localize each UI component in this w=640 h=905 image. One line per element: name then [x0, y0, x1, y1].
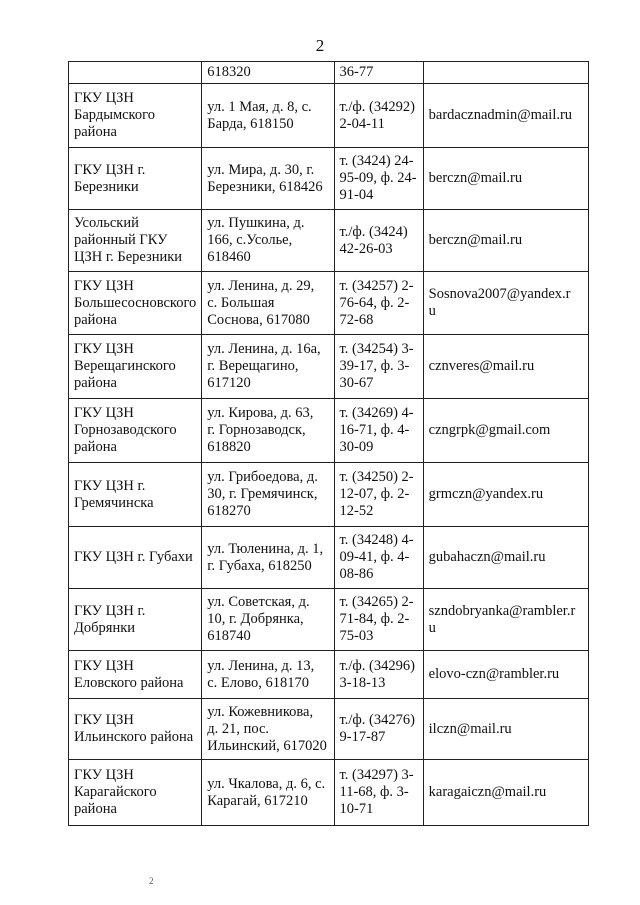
address-cell [202, 84, 334, 148]
address-line: г. Губаха, 618250 [207, 557, 312, 574]
phone-cell [334, 589, 423, 651]
center-name-line: Еловского района [74, 674, 184, 691]
phone-cell [334, 84, 423, 148]
address-line: ул. Ленина, д. 16а, [207, 341, 321, 357]
center-name-line: ГКУ ЦЗН [74, 767, 134, 783]
address-cell [202, 699, 334, 760]
address-line: Ильинский, 617020 [207, 737, 327, 754]
phone-line: т./ф. (3424) [339, 223, 408, 240]
email-cell [423, 589, 588, 651]
address-line: ул. Кирова, д. 63, [207, 405, 314, 421]
center-name-cell [69, 527, 202, 589]
address-cell [202, 272, 334, 335]
address-cell [202, 651, 334, 699]
page-number: 2 [315, 36, 325, 55]
email-line: u [428, 619, 436, 636]
email-line: szndobryanka@rambler.r [428, 602, 576, 619]
center-name-cell [69, 463, 202, 527]
email-line: berczn@mail.ru [428, 232, 523, 248]
table-row [69, 62, 589, 84]
center-name-line: ГКУ ЦЗН г. [74, 602, 146, 619]
table-row [69, 210, 589, 272]
phone-cell [334, 335, 423, 399]
email-cell [423, 335, 588, 399]
phone-line: т. (34297) 3- [339, 767, 414, 783]
phone-cell [334, 148, 423, 210]
email-cell [423, 760, 588, 826]
center-name-line: района [74, 124, 117, 140]
phone-line: 30-67 [339, 375, 374, 391]
phone-line: 10-71 [339, 801, 374, 817]
phone-line: 12-52 [339, 503, 374, 519]
phone-line: т. (3424) 24- [339, 153, 414, 169]
table-row [69, 760, 589, 826]
center-name-line: Верещагинского [74, 358, 176, 374]
center-name-cell [69, 84, 202, 148]
center-name-cell [69, 651, 202, 699]
address-line: 618270 [207, 503, 251, 519]
phone-line: т. (34265) 2- [339, 594, 414, 610]
phone-line: 42-26-03 [339, 240, 393, 257]
center-name-cell [69, 760, 202, 826]
address-line: 10, г. Добрянка, [207, 611, 304, 627]
email-cell [423, 84, 588, 148]
center-name-cell [69, 148, 202, 210]
email-cell [423, 527, 588, 589]
center-name-line: ГКУ ЦЗН г. [74, 161, 146, 178]
address-line: ул. Кожевникова, [207, 703, 314, 720]
phone-line: 36-77 [339, 64, 374, 80]
address-line: ул. Мира, д. 30, г. [207, 161, 315, 178]
center-name-line: ГКУ ЦЗН г. Губахи [74, 549, 193, 565]
address-cell [202, 62, 334, 84]
address-line: Соснова, 617080 [207, 311, 310, 328]
phone-line: т. (34254) 3- [339, 341, 414, 357]
address-line: д. 21, пос. [207, 720, 270, 737]
email-cell [423, 699, 588, 760]
center-name-line: Большесосновского [74, 294, 197, 311]
phone-line: 76-64, ф. 2- [339, 294, 410, 311]
center-name-cell [69, 399, 202, 463]
center-name-line: района [74, 801, 117, 817]
phone-line: т./ф. (34276) [339, 712, 415, 728]
table-row [69, 399, 589, 463]
phone-line: 75-03 [339, 628, 374, 644]
email-cell [423, 651, 588, 699]
address-line: 617120 [207, 375, 251, 391]
address-cell [202, 527, 334, 589]
email-line: czngrpk@gmail.com [428, 422, 551, 438]
phone-line: 9-17-87 [339, 729, 386, 745]
phone-cell [334, 399, 423, 463]
address-line: г. Верещагино, [207, 358, 299, 374]
phone-line: 39-17, ф. 3- [339, 358, 410, 374]
phone-line: 08-86 [339, 566, 374, 582]
email-line: elovo-czn@rambler.ru [428, 666, 560, 682]
phone-cell [334, 699, 423, 760]
phone-line: 16-71, ф. 4- [339, 422, 410, 438]
table-row [69, 699, 589, 760]
email-cell [423, 148, 588, 210]
center-name-cell [69, 335, 202, 399]
address-line: с. Большая [207, 294, 275, 311]
center-name-cell [69, 210, 202, 272]
email-cell [423, 272, 588, 335]
table-row [69, 84, 589, 148]
table-row [69, 148, 589, 210]
center-name-line: районный ГКУ [74, 232, 168, 248]
table-body [69, 62, 589, 826]
phone-line: 91-04 [339, 187, 374, 203]
email-cell [423, 463, 588, 527]
table-row [69, 527, 589, 589]
phone-line: 2-04-11 [339, 115, 385, 132]
phone-line: т. (34248) 4- [339, 532, 414, 548]
email-cell [423, 399, 588, 463]
email-line: berczn@mail.ru [428, 170, 523, 186]
center-name-line: Гремячинска [74, 494, 154, 511]
table-row [69, 335, 589, 399]
address-line: Карагай, 617210 [207, 792, 308, 809]
phone-cell [334, 760, 423, 826]
address-line: 166, с.Усолье, [207, 232, 293, 248]
center-name-line: ГКУ ЦЗН [74, 90, 134, 106]
center-name-line: ГКУ ЦЗН [74, 277, 134, 294]
center-name-line: ГКУ ЦЗН [74, 405, 134, 421]
center-name-cell [69, 272, 202, 335]
address-cell [202, 589, 334, 651]
address-line: 618320 [207, 64, 251, 80]
address-line: ул. Грибоедова, д. [207, 469, 318, 485]
email-line: cznveres@mail.ru [428, 358, 535, 374]
address-line: ул. Чкалова, д. 6, с. [207, 775, 326, 792]
email-line: ilczn@mail.ru [428, 720, 512, 737]
address-line: 30, г. Гремячинск, [207, 486, 318, 502]
table-row [69, 589, 589, 651]
email-cell [423, 210, 588, 272]
address-line: Березники, 618426 [207, 178, 323, 195]
center-name-line: Карагайского [74, 784, 157, 800]
center-name-cell [69, 62, 202, 84]
center-name-line: ГКУ ЦЗН г. [74, 477, 146, 494]
phone-cell [334, 272, 423, 335]
phone-line: 71-84, ф. 2- [339, 611, 410, 627]
phone-line: 09-41, ф. 4- [339, 549, 410, 565]
phone-cell [334, 62, 423, 84]
employment-centers-table [68, 61, 589, 826]
center-name-line: района [74, 439, 117, 455]
email-line: gubahaczn@mail.ru [428, 549, 546, 565]
table-row [69, 463, 589, 527]
phone-cell [334, 651, 423, 699]
phone-line: т. (34250) 2- [339, 469, 414, 485]
address-line: г. Горнозаводск, [207, 422, 306, 438]
center-name-line: Добрянки [74, 619, 136, 636]
address-line: ул. Ленина, д. 29, [207, 277, 315, 294]
phone-line: 72-68 [339, 311, 374, 328]
email-line: grmczn@yandex.ru [428, 486, 544, 502]
phone-line: т./ф. (34296) [339, 657, 415, 674]
center-name-line: ГКУ ЦЗН [74, 657, 134, 674]
center-name-line: Березники [74, 178, 139, 195]
center-name-line: Бардымского [74, 107, 155, 123]
address-line: ул. Ленина, д. 13, [207, 657, 315, 674]
address-line: ул. Тюленина, д. 1, [207, 540, 324, 557]
center-name-line: ГКУ ЦЗН [74, 341, 134, 357]
address-cell [202, 463, 334, 527]
footer-mark: 2 [149, 876, 154, 886]
address-cell [202, 148, 334, 210]
email-line: karagaiczn@mail.ru [428, 784, 547, 800]
email-cell [423, 62, 588, 84]
center-name-cell [69, 699, 202, 760]
email-line: bardacznadmin@mail.ru [428, 107, 573, 123]
address-line: ул. 1 Мая, д. 8, с. [207, 98, 312, 115]
center-name-line: Ильинского района [74, 729, 194, 745]
center-name-line: ГКУ ЦЗН [74, 712, 134, 728]
address-cell [202, 335, 334, 399]
table-row [69, 272, 589, 335]
address-cell [202, 210, 334, 272]
phone-line: 11-68, ф. 3- [339, 784, 409, 800]
phone-cell [334, 210, 423, 272]
address-line: 618740 [207, 628, 251, 644]
center-name-line: района [74, 375, 117, 391]
phone-line: 3-18-13 [339, 674, 386, 691]
address-cell [202, 760, 334, 826]
address-cell [202, 399, 334, 463]
center-name-cell [69, 589, 202, 651]
center-name-line: Усольский [74, 215, 139, 231]
email-line: Sosnova2007@yandex.r [428, 286, 571, 302]
address-line: 618820 [207, 439, 251, 455]
phone-line: 12-07, ф. 2- [339, 486, 410, 502]
email-line: u [428, 303, 436, 319]
phone-cell [334, 463, 423, 527]
phone-line: т./ф. (34292) [339, 98, 415, 115]
phone-line: 30-09 [339, 439, 374, 455]
center-name-line: района [74, 311, 117, 328]
phone-cell [334, 527, 423, 589]
center-name-line: Горнозаводского [74, 422, 177, 438]
phone-line: т. (34257) 2- [339, 277, 414, 294]
address-line: ул. Советская, д. [207, 594, 310, 610]
phone-line: т. (34269) 4- [339, 405, 414, 421]
address-line: Барда, 618150 [207, 115, 294, 132]
phone-line: 95-09, ф. 24- [339, 170, 417, 186]
table-row [69, 651, 589, 699]
address-line: с. Елово, 618170 [207, 674, 310, 691]
address-line: 618460 [207, 249, 251, 265]
address-line: ул. Пушкина, д. [207, 215, 305, 231]
center-name-line: ЦЗН г. Березники [74, 249, 183, 265]
